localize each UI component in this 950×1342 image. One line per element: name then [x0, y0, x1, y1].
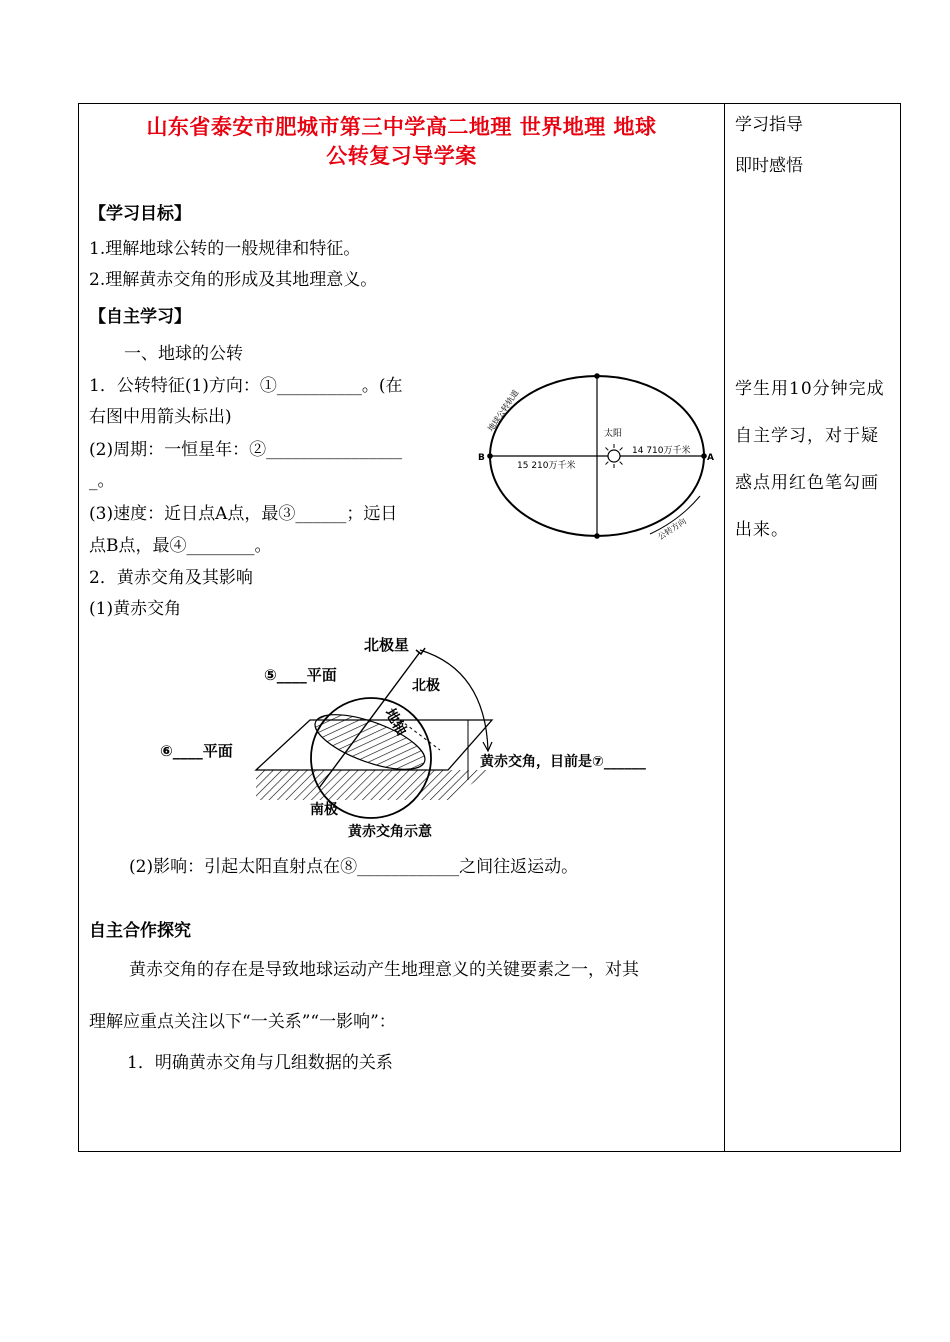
south-pole-label: 南极 — [310, 802, 338, 818]
obliquity-diagram — [150, 630, 700, 845]
coop-heading: 自主合作探究 — [89, 921, 191, 941]
angle-arc — [420, 650, 488, 750]
question-4: 2．黄赤交角及其影响 — [89, 568, 253, 588]
objective-2: 2.理解黄赤交角的形成及其地理意义。 — [89, 270, 378, 290]
polaris-star-icon — [416, 648, 425, 654]
orbit-bottom-dot — [594, 533, 600, 539]
equator-plane-hatch — [256, 770, 492, 800]
question-3-line1: (3)速度：近日点A点，最③______；远日 — [89, 504, 398, 524]
distance-b-label: 15 210万千米 — [517, 461, 576, 471]
sun-label: 太阳 — [604, 429, 623, 439]
axis-label: 地轴 — [381, 706, 410, 739]
direction-label: 公转方向 — [656, 516, 688, 542]
point-a-dot — [701, 453, 707, 459]
distance-a-label: 14 710万千米 — [632, 446, 691, 456]
north-pole-label: 北极 — [412, 678, 440, 694]
diagram-caption: 黄赤交角示意 — [348, 824, 432, 840]
point-b-dot — [487, 453, 493, 459]
sidebar-guide-label: 学习指导 — [735, 115, 803, 135]
polaris-label: 北极星 — [364, 636, 410, 654]
coop-paragraph-line2: 理解应重点关注以下“一关系”“一影响”： — [89, 1012, 396, 1032]
page-title-line2: 公转复习导学案 — [326, 144, 477, 168]
point-b-label: B — [478, 453, 485, 463]
plane-6-label: ⑥____平面 — [160, 742, 233, 760]
sidebar-column — [725, 104, 900, 1150]
question-3-line2: 点B点，最④________。 — [89, 536, 272, 556]
main-column — [79, 104, 724, 1150]
sidebar-insight-label: 即时感悟 — [735, 156, 803, 176]
question-2-line2: _。 — [89, 471, 115, 491]
plane-5-label: ⑤____平面 — [264, 666, 337, 684]
coop-item-1: 1．明确黄赤交角与几组数据的关系 — [127, 1053, 393, 1073]
orbit-top-dot — [594, 373, 600, 379]
page-title-line1: 山东省泰安市肥城市第三中学高二地理 世界地理 地球 — [146, 115, 657, 139]
sun-icon — [602, 444, 626, 468]
angle-label: 黄赤交角，目前是⑦______ — [480, 754, 646, 770]
question-4-sub: (1)黄赤交角 — [89, 599, 182, 619]
question-2-line1: (2)周期：一恒星年：②________________ — [89, 440, 403, 460]
question-1-line1: 1．公转特征(1)方向：①__________。(在 — [89, 376, 403, 396]
orbit-label: 地球公转轨道 — [486, 388, 521, 434]
section-subheading: 一、地球的公转 — [124, 344, 243, 364]
coop-paragraph-line1: 黄赤交角的存在是导致地球运动产生地理意义的关键要素之一，对其 — [129, 960, 639, 980]
question-1-line2: 右图中用箭头标出) — [89, 407, 232, 427]
objective-1: 1.理解地球公转的一般规律和特征。 — [89, 239, 361, 259]
question-5: (2)影响：引起太阳直射点在⑧____________之间往返运动。 — [129, 857, 579, 877]
orbit-diagram — [474, 370, 720, 550]
self-study-heading: 【自主学习】 — [89, 307, 191, 327]
objectives-heading: 【学习目标】 — [89, 204, 191, 224]
point-a-label: A — [707, 453, 714, 463]
sidebar-note: 学生用10分钟完成自主学习，对于疑惑点用红色笔勾画出来。 — [735, 379, 885, 540]
